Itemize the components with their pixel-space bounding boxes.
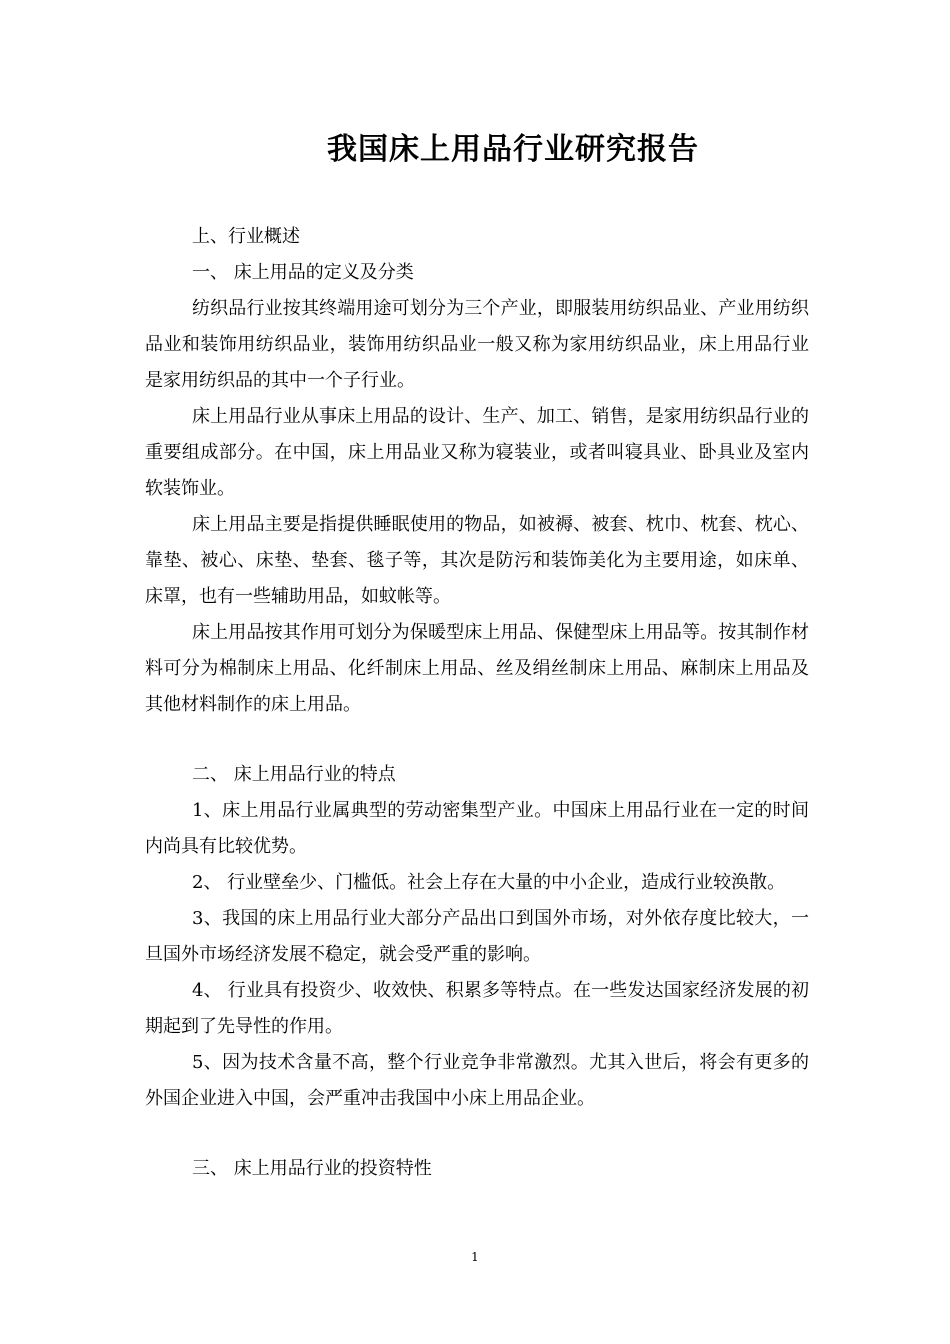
section-heading-definition: 一、 床上用品的定义及分类 xyxy=(192,262,414,283)
document-body xyxy=(145,219,809,1187)
section-heading-overview: 上、行业概述 xyxy=(192,226,300,247)
paragraph: 床上用品行业从事床上用品的设计、生产、加工、销售，是家用纺织品行业的重要组成部分。在中国，床上用品业又称为寝装业，或者叫寝具业、卧具业及室内软装饰业。 xyxy=(145,406,809,499)
list-item: 4、 行业具有投资少、收效快、积累多等特点。在一些发达国家经济发展的初期起到了先导性的作用。 xyxy=(145,980,809,1037)
page-number: 1 xyxy=(471,1250,479,1264)
spacer xyxy=(145,1117,809,1151)
section-heading-features: 二、 床上用品行业的特点 xyxy=(192,764,396,785)
section-heading-investment: 三、 床上用品行业的投资特性 xyxy=(192,1158,432,1179)
document-title: 我国床上用品行业研究报告 xyxy=(327,132,699,167)
paragraph: 纺织品行业按其终端用途可划分为三个产业，即服装用纺织品业、产业用纺织品业和装饰用纺织品业，装饰用纺织品业一般又称为家用纺织品业，床上用品行业是家用纺织品的其中一个子行业。 xyxy=(145,298,809,391)
list-item: 5、因为技术含量不高，整个行业竞争非常激烈。尤其入世后，将会有更多的外国企业进入中国，会严重冲击我国中小床上用品企业。 xyxy=(145,1052,809,1109)
list-item: 3、我国的床上用品行业大部分产品出口到国外市场，对外依存度比较大，一旦国外市场经济发展不稳定，就会受严重的影响。 xyxy=(145,908,809,965)
paragraph: 床上用品按其作用可划分为保暖型床上用品、保健型床上用品等。按其制作材料可分为棉制床上用品、化纤制床上用品、丝及绢丝制床上用品、麻制床上用品及其他材料制作的床上用品。 xyxy=(145,622,809,715)
list-item: 1、床上用品行业属典型的劳动密集型产业。中国床上用品行业在一定的时间内尚具有比较优势。 xyxy=(145,800,809,857)
spacer xyxy=(145,723,809,757)
paragraph: 床上用品主要是指提供睡眠使用的物品，如被褥、被套、枕巾、枕套、枕心、靠垫、被心、床垫、垫套、毯子等，其次是防污和装饰美化为主要用途，如床单、床罩，也有一些辅助用品，如蚊帐等。 xyxy=(145,514,809,607)
list-item: 2、 行业壁垒少、门槛低。社会上存在大量的中小企业，造成行业较涣散。 xyxy=(192,872,786,893)
